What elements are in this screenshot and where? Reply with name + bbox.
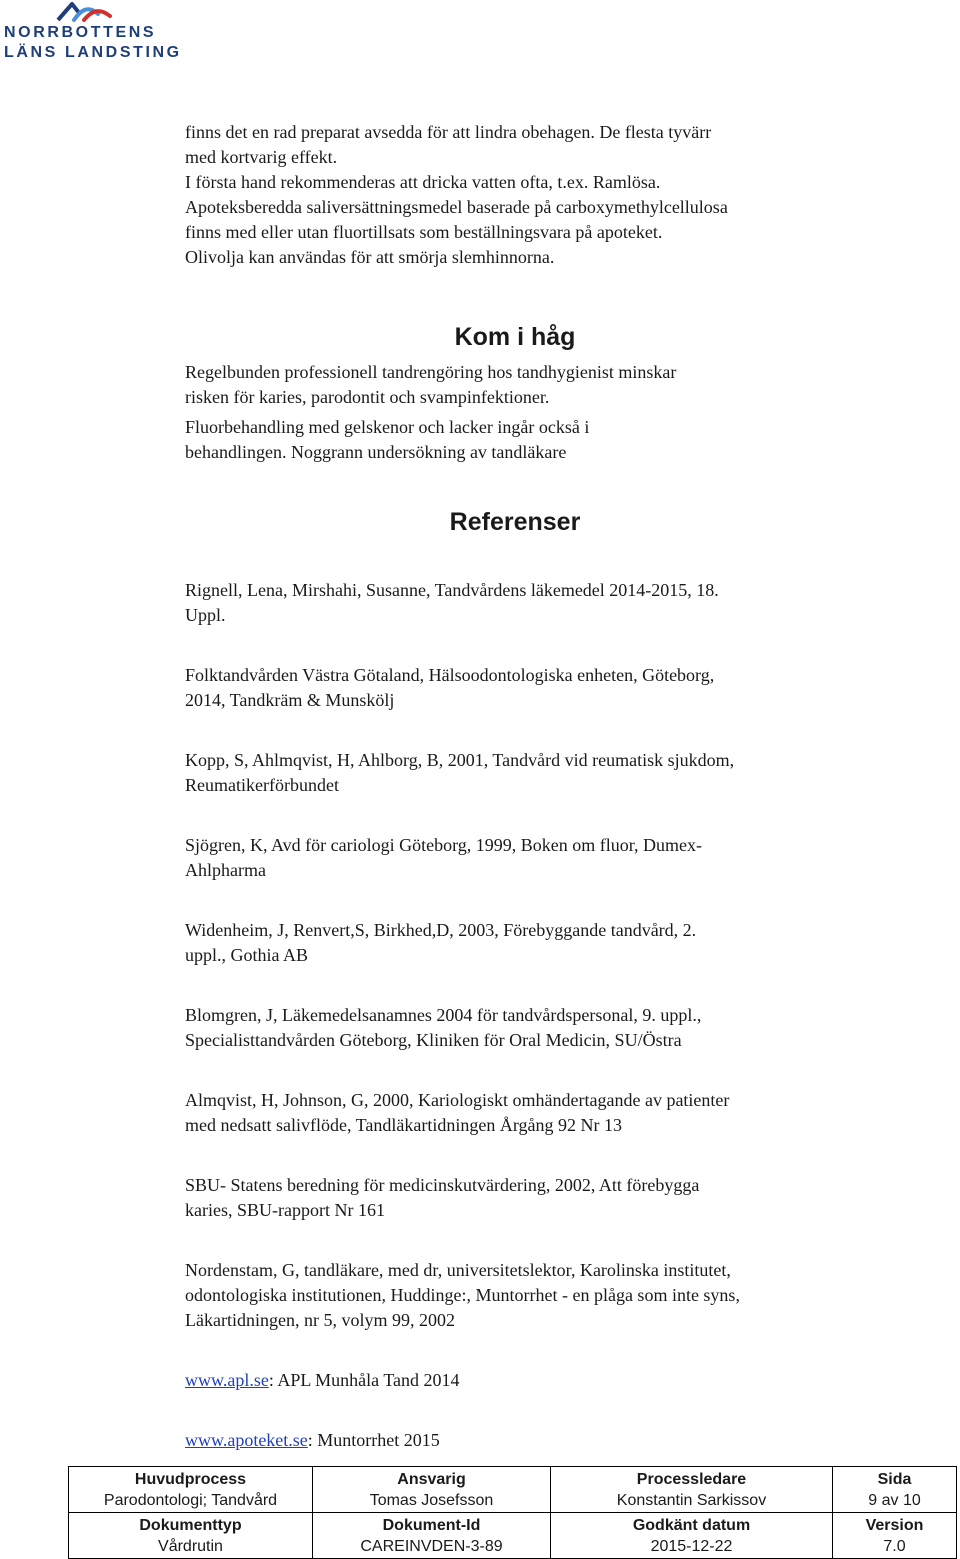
kom-i-hag-heading: Kom i håg (454, 323, 576, 351)
footer-cell-process-leader (551, 1467, 833, 1513)
reference-line: Uppl. (185, 605, 226, 625)
reference-line: Almqvist, H, Johnson, G, 2000, Kariologiskt omhändertagande av patienter (185, 1090, 730, 1110)
organization-logo (2, 0, 182, 70)
logo-mark-icon (54, 0, 114, 24)
footer-cell-document-id (313, 1513, 551, 1559)
intro-line: I första hand rekommenderas att dricka vatten ofta, t.ex. Ramlösa. (185, 172, 661, 192)
apoteket-link[interactable]: www.apoteket.se (185, 1430, 308, 1450)
reference-line: Widenheim, J, Renvert,S, Birkhed,D, 2003, Förebyggande tandvård, 2. (185, 920, 697, 940)
reference-item (185, 918, 696, 968)
footer-value: Parodontologi; Tandvård (103, 1492, 278, 1509)
reference-item (185, 1258, 740, 1333)
footer-label: Godkänt datum (632, 1517, 751, 1534)
footer-cell-responsible (313, 1467, 551, 1513)
footer-cell-document-type (69, 1513, 313, 1559)
reference-line: Folktandvården Västra Götaland, Hälsoodontologiska enheten, Göteborg, (185, 665, 715, 685)
footer-value: Tomas Josefsson (369, 1492, 494, 1509)
document-footer-table (68, 1466, 957, 1559)
reference-line: Specialisttandvården Göteborg, Kliniken för Oral Medicin, SU/Östra (185, 1030, 682, 1050)
reference-line: Sjögren, K, Avd för cariologi Göteborg, 1999, Boken om fluor, Dumex- (185, 835, 703, 855)
reference-line: Rignell, Lena, Mirshahi, Susanne, Tandvårdens läkemedel 2014-2015, 18. (185, 580, 719, 600)
reference-line: Ahlpharma (185, 860, 266, 880)
reference-line: Nordenstam, G, tandläkare, med dr, universitetslektor, Karolinska institutet, (185, 1260, 731, 1280)
reference-line: Blomgren, J, Läkemedelsanamnes 2004 för tandvårdspersonal, 9. uppl., (185, 1005, 702, 1025)
reference-line: 2014, Tandkräm & Munskölj (185, 690, 395, 710)
footer-value: Vårdrutin (158, 1538, 223, 1555)
footer-label: Version (865, 1517, 924, 1534)
intro-line: Olivolja kan användas för att smörja slemhinnorna. (185, 247, 555, 267)
footer-row (69, 1513, 957, 1559)
reference-item (185, 663, 714, 713)
reference-line: med nedsatt salivflöde, Tandläkartidningen Årgång 92 Nr 13 (185, 1115, 622, 1135)
footer-label: Dokumenttyp (139, 1517, 242, 1534)
footer-value: CAREINVDEN-3-89 (360, 1538, 503, 1555)
reference-line: odontologiska institutionen, Huddinge:, Muntorrhet - en plåga som inte syns, (185, 1285, 740, 1305)
reference-item (185, 1003, 701, 1053)
intro-line: Apoteksberedda saliversättningsmedel baserade på carboxymethylcellulosa (185, 197, 728, 217)
reference-line: SBU- Statens beredning för medicinskutvärdering, 2002, Att förebygga (185, 1175, 700, 1195)
footer-value: 2015-12-22 (650, 1538, 733, 1555)
link-reference-text: : APL Munhåla Tand 2014 (268, 1370, 460, 1390)
link-reference (185, 1368, 460, 1393)
footer-row (69, 1467, 957, 1513)
footer-cell-page (833, 1467, 957, 1513)
reference-item (185, 578, 719, 628)
footer-value: 9 av 10 (868, 1492, 921, 1509)
reference-item (185, 1173, 699, 1223)
footer-label: Ansvarig (397, 1471, 466, 1488)
footer-value: 7.0 (883, 1538, 906, 1555)
references-heading: Referenser (449, 508, 581, 536)
kom-i-hag-line: risken för karies, parodontit och svampinfektioner. (185, 387, 550, 407)
footer-value: Konstantin Sarkissov (616, 1492, 767, 1509)
footer-label: Huvudprocess (134, 1471, 247, 1488)
reference-item (185, 748, 734, 798)
reference-line: Kopp, S, Ahlmqvist, H, Ahlborg, B, 2001, Tandvård vid reumatisk sjukdom, (185, 750, 735, 770)
footer-cell-approved-date (551, 1513, 833, 1559)
intro-line: finns det en rad preparat avsedda för att lindra obehagen. De flesta tyvärr (185, 122, 712, 142)
link-reference (185, 1428, 440, 1453)
link-reference-text: : Muntorrhet 2015 (307, 1430, 440, 1450)
kom-i-hag-line: behandlingen. Noggrann undersökning av tandläkare (185, 442, 567, 462)
kom-i-hag-line: Regelbunden professionell tandrengöring hos tandhygienist minskar (185, 362, 677, 382)
intro-paragraph (185, 120, 728, 270)
footer-label: Dokument-Id (382, 1517, 481, 1534)
reference-line: uppl., Gothia AB (185, 945, 309, 965)
kom-i-hag-line: Fluorbehandling med gelskenor och lacker ingår också i (185, 417, 590, 437)
footer-cell-version (833, 1513, 957, 1559)
reference-line: karies, SBU-rapport Nr 161 (185, 1200, 385, 1220)
reference-line: Läkartidningen, nr 5, volym 99, 2002 (185, 1310, 455, 1330)
footer-label: Processledare (636, 1471, 747, 1488)
logo-text-line2: LÄNS LANDSTING (4, 44, 182, 61)
intro-line: med kortvarig effekt. (185, 147, 338, 167)
reference-line: Reumatikerförbundet (185, 775, 339, 795)
intro-line: finns med eller utan fluortillsats som beställningsvara på apoteket. (185, 222, 663, 242)
footer-label: Sida (877, 1471, 912, 1488)
reference-item (185, 1088, 729, 1138)
apl-link[interactable]: www.apl.se (185, 1370, 269, 1390)
kom-i-hag-paragraph (185, 360, 865, 465)
logo-text-line1: NORRBOTTENS (4, 24, 157, 41)
footer-cell-main-process (69, 1467, 313, 1513)
reference-item (185, 833, 702, 883)
